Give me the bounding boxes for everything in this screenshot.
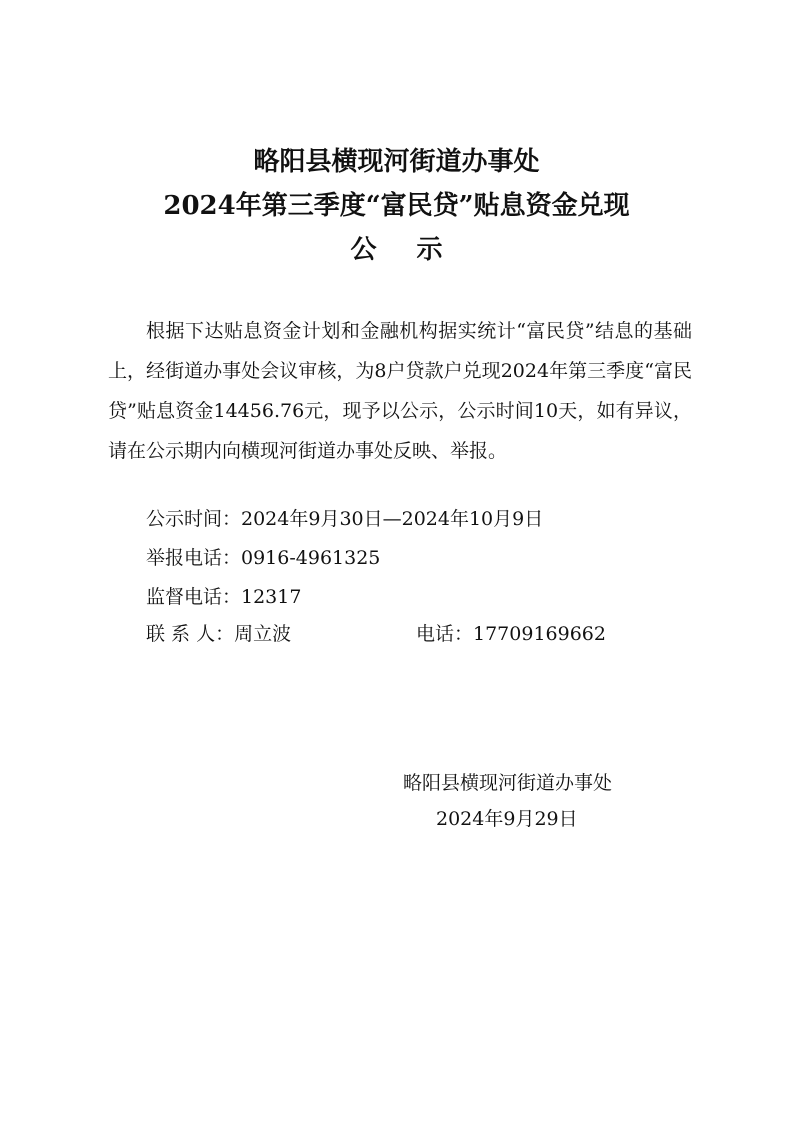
supervision-phone: 监督电话：12317 [146,586,302,608]
report-phone: 举报电话：0916-4961325 [146,547,381,569]
document-title [0,140,793,272]
contact-phone: 电话：17709169662 [416,623,606,645]
signature-organization: 略阳县横现河街道办事处 [403,772,613,794]
contact-row [146,621,606,647]
title-line-organization: 略阳县横现河街道办事处 [253,147,540,177]
title-line-notice: 公示 [350,235,483,265]
body-paragraph: 根据下达贴息资金计划和金融机构据实统计“富民贷”结息的基础上，经街道办事处会议审核，为8户贷款户兑现2024年第三季度“富民贷”贴息资金14456.76元，现予以公示，公示时间10天，如有异议，请在公示期内向横现河街道办事处反映、举报。 [108,320,692,462]
notice-period: 公示时间：2024年9月30日—2024年10月9日 [146,508,544,530]
signature-date: 2024年9月29日 [436,808,578,830]
contact-person: 联 系 人：周立波 [146,623,292,645]
title-line-subject: 2024年第三季度“富民贷”贴息资金兑现 [163,191,630,221]
